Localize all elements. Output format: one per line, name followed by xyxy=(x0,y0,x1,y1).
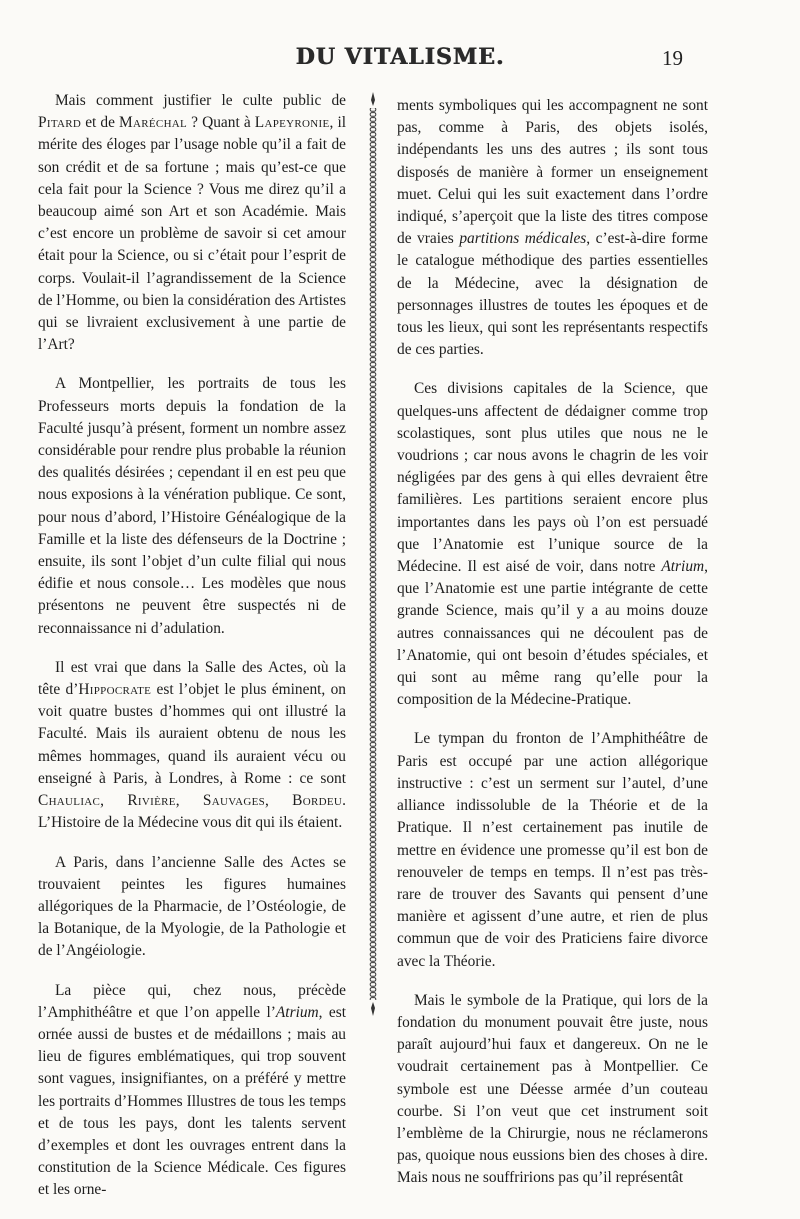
right-column xyxy=(397,95,708,1207)
name-pitard: Pitard xyxy=(38,114,82,132)
name-bordeu: Bordeu xyxy=(292,792,343,810)
right-paragraph-3: Le tympan du fronton de l’Amphithéâtre de Paris est occupé par une action allégorique instructive : c’est un serment sur l’autel, d’une alliance indissoluble de la Théorie et de la Pratique. Il n’est certainement pas inutile de mettre en évidence une promesse qu’il est bon de renouveler de temps en temps. Il n’est pas très-rare de trouver des Savants qui pensent d’une manière et agissent d’une autre, et rien de plus commun que de voir des Praticiens faire divorce avec la Théorie. xyxy=(397,730,708,970)
left-paragraph-4: A Paris, dans l’ancienne Salle des Actes se trouvaient peintes les figures humaines allégoriques de la Pharmacie, de l’Ostéologie, de la Botanique, de la Myologie, de la Pathologie et de l’Angéiologie. xyxy=(38,853,346,960)
term-atrium: Atrium xyxy=(275,1003,319,1021)
column-divider-ornament xyxy=(367,92,379,1016)
right-paragraph-2: Ces divisions capitales de la Science, que quelques-uns affectent de dédaigner comme trop scolastiques, sont plus utiles que nous ne le voudrions ; car nous avons le chagrin de les voir négligées par des gens à qui elles devraient être familières. Les partitions seraient encore plus importantes dans les pays où l’on est persuadé que l’Anatomie est l’unique source de la Médecine. Il est aisé de voir, dans notre Atrium, que l’Anatomie est une partie intégrante de cette grande Science, mais qu’il y a au moins douze autres connaissances qui ne découlent pas de l’Anatomie, qui ont besoin d’études spéciales, et qui sont au même rang qu’elle pour la composition de la Médecine-Pratique. xyxy=(397,380,708,709)
term-partitions-medicales: partitions médicales xyxy=(459,230,587,248)
right-paragraph-1: ments symboliques qui les accompagnent ne sont pas, comme à Paris, des objets isolés, indépendants les uns des autres ; ils sont tous disposés de manière à former un enseignement muet. Celui qui les suit exactement dans l’ordre indiqué, s’aperçoit que la liste des titres compose de vraies partitions médicales, c’est-à-dire forme le catalogue méthodique des parties essentielles de la Médecine, avec la désignation de personnages illustres de toutes les époques et de tous les lieux, qui sont les représentants respectifs de ces parties. xyxy=(397,97,708,359)
right-paragraph-4: Mais le symbole de la Pratique, qui lors de la fondation du monument pouvait être juste, nous paraît aujourd’hui faux et dangereux. On ne le voudrait certainement pas à Montpellier. Ce symbole est une Déesse armée d’un couteau courbe. Si l’on veut que cet instrument soit l’emblème de la Chirurgie, nous ne réclamerons pas, quoique nous eussions bien des choses à dire. Mais nous ne souffririons pas qu’il représentât xyxy=(397,991,708,1187)
name-sauvages: Sauvages xyxy=(202,792,266,810)
left-paragraph-1: Mais comment justifier le culte public de Pitard et de Maréchal ? Quant à Lapeyronie, il mérite des éloges par l’usage noble qu’il a fait de son crédit et de sa fortune ; mais qu’est-ce que cela fait pour la Science ? Vous me direz qu’il a beaucoup aimé son Art et son Académie. Mais c’est encore un problème de savoir si cet amour était pour la Science, ou si c’était pour l’esprit de corps. Voulait-il l’agrandissement de la Science de l’Homme, ou bien la considération des Artistes qui se livraient exclusivement à une partie de l’Art? xyxy=(38,92,347,354)
term-atrium-2: Atrium xyxy=(661,558,705,576)
page-number: 19 xyxy=(662,46,683,70)
name-marechal: Maréchal xyxy=(119,114,188,132)
name-chauliac: Chauliac xyxy=(38,792,101,810)
left-paragraph-2: A Montpellier, les portraits de tous les Professeurs morts depuis la fondation de la Faculté jusqu’à présent, forment un nombre assez considérable pour rendre plus probable la réunion des qualités désirées ; cependant il en est peu que nous exposions à la vénération publique. Ce sont, pour nous d’abord, l’Histoire Généalogique de la Famille et la liste des défenseurs de la Doctrine ; ensuite, ils sont l’objet d’un culte filial qui nous édifie et nous console… Les modèles que nous présentons ne peuvent être suspectés ni de reconnaissance ni d’adulation. xyxy=(38,375,346,637)
name-riviere: Rivière xyxy=(127,792,176,810)
left-column xyxy=(38,90,346,1219)
left-paragraph-3: Il est vrai que dans la Salle des Actes, où la tête d’Hippocrate est l’objet le plus éminent, on voit quatre bustes d’hommes qui ont illustré la Faculté. Mais ils auraient obtenu de nous les mêmes hommages, quand ils auraient vécu ou enseigné à Paris, à Londres, à Rome : ce sont Chauliac, Rivière, Sauvages, Bordeu. L’Histoire de la Médecine vous dit qui ils étaient. xyxy=(38,658,346,832)
running-title: DU VITALISME. xyxy=(295,44,505,70)
name-hippocrate: Hippocrate xyxy=(78,681,152,699)
left-paragraph-5: La pièce qui, chez nous, précède l’Amphithéâtre et que l’on appelle l’Atrium, est ornée aussi de bustes et de médaillons ; mais au lieu de figures emblématiques, qui trop souvent sont vagues, insignifiantes, on a préféré y mettre les portraits d’Hommes Illustres de tous les temps et de tous les pays, dont les talents servent d’exemples et dont les ouvrages entrent dans la constitution de la Science Médicale. Ces figures et les orne- xyxy=(38,981,347,1199)
name-lapeyronie: Lapeyronie xyxy=(254,114,330,132)
